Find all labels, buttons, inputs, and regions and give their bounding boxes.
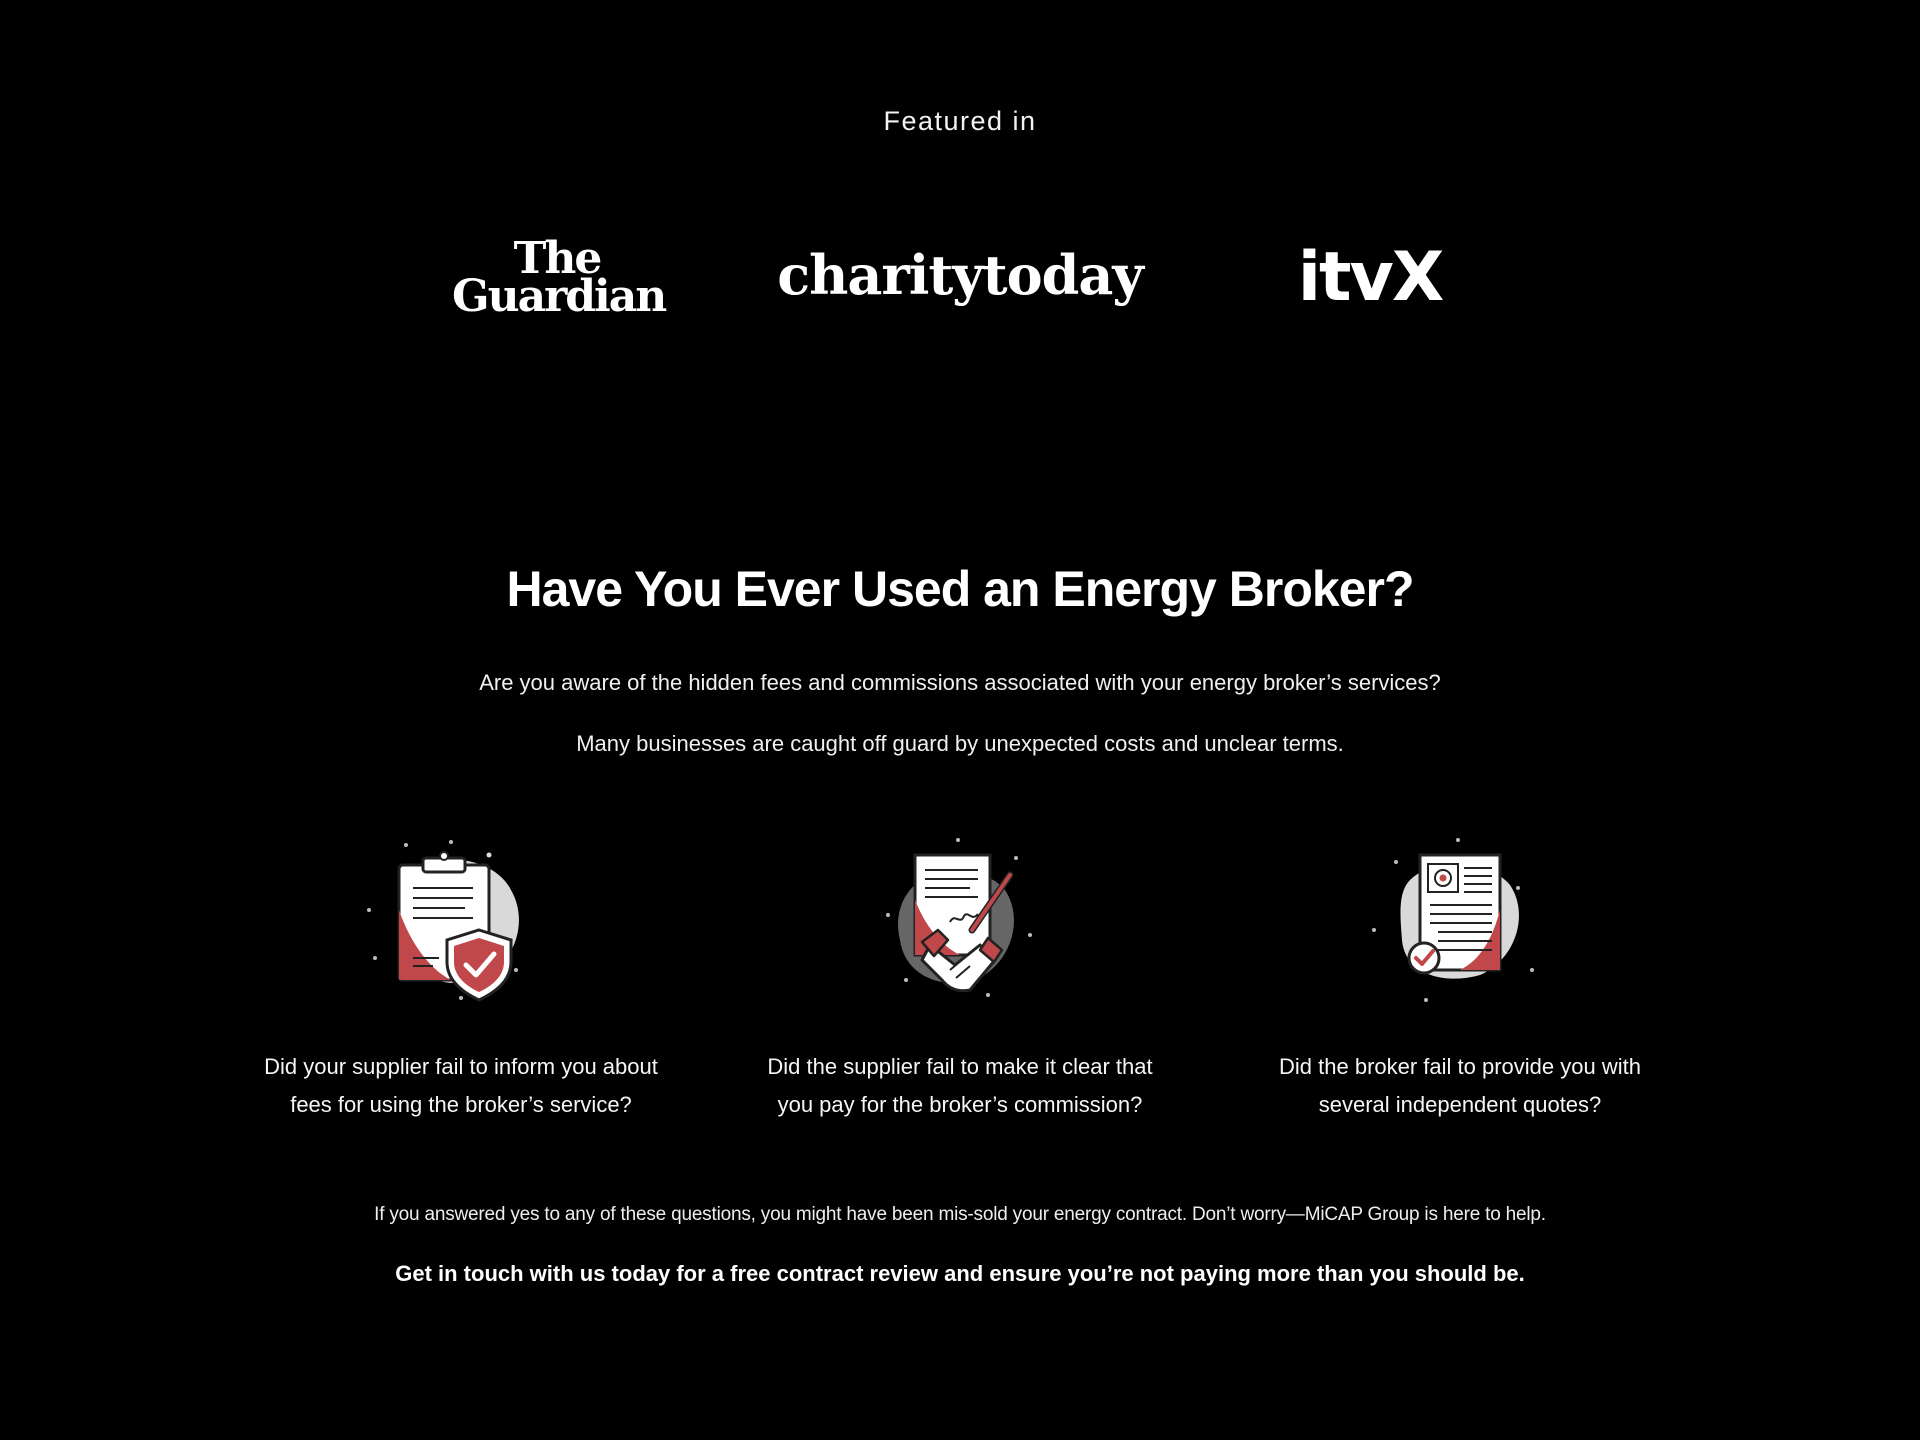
- contract-handshake-icon: [860, 830, 1060, 1010]
- guardian-logo-line2: Guardian: [452, 271, 666, 322]
- itvx-logo: itvX: [1297, 238, 1443, 317]
- question-card-supplier-fees: [231, 830, 691, 1124]
- quote-document-icon: [1360, 830, 1560, 1010]
- intro-text-1: Are you aware of the hidden fees and commissions associated with your energy broker’s services?: [479, 670, 1441, 695]
- question-card-independent-quotes: [1230, 830, 1690, 1124]
- question-text: Did your supplier fail to inform you about fees for using the broker’s service?: [264, 1054, 658, 1117]
- section-heading: Have You Ever Used an Energy Broker?: [506, 561, 1414, 617]
- question-card-broker-commission: [730, 830, 1190, 1124]
- cta-text: Get in touch with us today for a free contract review and ensure you’re not paying more than you should be.: [395, 1261, 1525, 1286]
- clipboard-shield-icon: [361, 830, 561, 1010]
- question-text: Did the broker fail to provide you with several independent quotes?: [1279, 1054, 1641, 1117]
- question-text: Did the supplier fail to make it clear that you pay for the broker’s commission?: [767, 1054, 1153, 1117]
- guardian-logo-line1: The: [513, 233, 601, 284]
- featured-label: Featured in: [883, 106, 1037, 136]
- guardian-logo: [452, 233, 666, 322]
- charitytoday-logo: charitytoday: [777, 243, 1143, 307]
- footer-note: If you answered yes to any of these questions, you might have been mis-sold your energy contract. Don’t worry—MiCAP Group is here to help.: [374, 1204, 1546, 1225]
- intro-text-2: Many businesses are caught off guard by unexpected costs and unclear terms.: [576, 731, 1344, 756]
